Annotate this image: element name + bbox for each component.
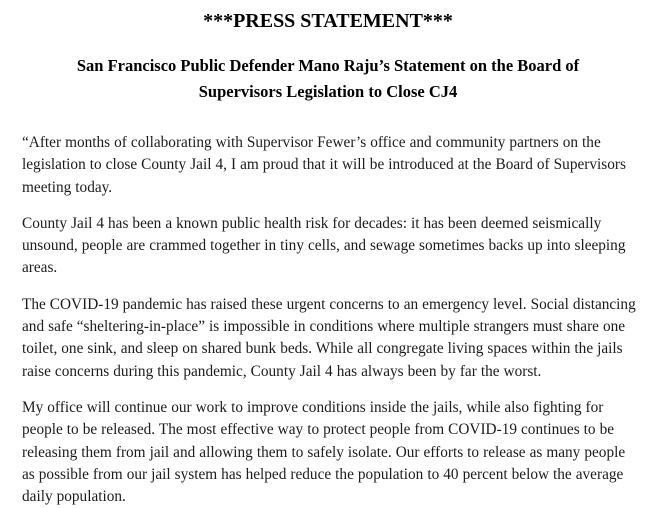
document-subtitle: San Francisco Public Defender Mano Raju’s Statement on the Board of Supervisors Legislation to Close CJ4 [76, 56, 580, 101]
body-paragraph-2: County Jail 4 has been a known public health risk for decades: it has been deemed seismically unsound, people are crammed together in tiny cells, and sewage sometimes backs up into sleeping areas. [22, 214, 626, 277]
body-paragraph-3: The COVID-19 pandemic has raised these urgent concerns to an emergency level. Social distancing and safe “sheltering-in-place” is impossible in conditions where multiple strangers must share one toilet, one sink, and sleep on shared bunk beds. While all congregate living spaces within the jails raise concerns during this pandemic, County Jail 4 has always been by far the worst. [22, 295, 636, 380]
body-paragraph-4: My office will continue our work to improve conditions inside the jails, while also fighting for people to be released. The most effective way to protect people from COVID-19 continues to be releasing them from jail and allowing them to safely isolate. Our efforts to release as many people as possible from our jail system has helped reduce the population to 40 percent below the average daily population. [22, 398, 626, 506]
page-title: ***PRESS STATEMENT*** [203, 10, 453, 32]
body-paragraph-1: “After months of collaborating with Supervisor Fewer’s office and community partners on the legislation to close County Jail 4, I am proud that it will be introduced at the Board of Supervisors meeting today. [22, 134, 626, 196]
document-body [0, 105, 656, 508]
